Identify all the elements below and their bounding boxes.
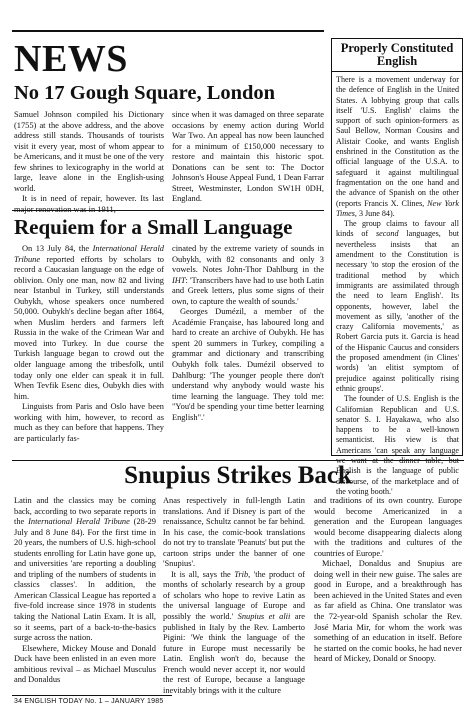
sidebar-title-rule [331, 71, 463, 72]
article1-col2 [172, 110, 324, 205]
sidebar-title [333, 42, 461, 68]
article2-col1-text-a: On 13 July 84, the [22, 244, 93, 253]
article2-col2 [172, 244, 324, 423]
sidebar-p2-text-a: The group claims to favour all kinds of [336, 219, 459, 239]
article1-col1-p2: It is in need of repair, however. Its last [22, 194, 164, 204]
top-rule [12, 30, 324, 32]
article2-col1-em: International Herald Tribune [14, 244, 164, 264]
sidebar-p3: The founder of U.S. English is the Californian Republican and U.S. senator S. I. Hayakawa, who also happens to be a well-known semanticist. His view is that Americans 'can speak any language English is the language of public discourse, of the marketplace and of the voting booth.' [336, 394, 459, 496]
article1-col2-p1: since when it was damaged on three separate occasions by enemy action during World War Two. An appeal has now been launched for a minimum of £150,000 necessary to restore and maintain this historic spot. Donations can be sent to: The Doctor Johnson's House Appeal Fund, 1 Dean Farrar Street, Westminster, London SW1H 0DH, England. [172, 110, 324, 204]
article2-col2-text-b: : 'Transcribers have had to use both Latin and Greek letters, plus some signs of their own, to capture the wealth of sounds.' [172, 275, 324, 306]
article3-col1-text-b: (28-29 July and 8 June 84). For the first time in 20 years, the numbers of U.S. high-school students enrolling for Latin have gone up, and universities 'are reporting a doubling and tripling of the numbers of students in classics classes'. In addition, the American Classical League has reported a five-fold increase since 1978 in students taking the National Latin Exam. It is all, so it seems, part of a back-to-the-basics surge across the nation. [14, 517, 156, 643]
sidebar-p2-em: second [376, 229, 399, 239]
sidebar-body [336, 75, 459, 497]
article3-col1-p2: Elsewhere, Mickey Mouse and Donald Duck have been enlisted in an even more ambitious revival – as Michael Musculus and Donaldus [14, 643, 156, 685]
section-title: NEWS [14, 38, 128, 80]
article3-top-rule [12, 460, 464, 461]
page-footer: 34 ENGLISH TODAY No. 1 – JANUARY 1985 [14, 698, 164, 705]
article2-col1 [14, 244, 164, 444]
article3-col2-p2 [163, 570, 305, 697]
article3-col3-p2: Michael, Donaldus and Snupius are doing well in their new guise. The sales are good in Europe, and a breakthrough has been achieved in the United States and even as far afield as China. One translator was the 72-year-old Spanish scholar the Rev. José Maria Mir, for whom the work was something of an education in itself. Before he started on the comic books, he had never heard of Mickey, Donald or Snoopy. [314, 559, 462, 664]
article3-col3-p1: and traditions of its own country. Europe would become Americanized in a generation and the European languages would become disappearing dialects along with the traditions and cultures of the countries of Europe.' [314, 496, 462, 558]
article2-col2-text-a: cinated by the extreme variety of sounds in Oubykh, with 82 consonants and only 3 vowels. Notes John-Thor Dahlburg in the [172, 244, 324, 275]
article3-col2-em: Trib [234, 569, 249, 579]
article3-col2-text-a: It is all, says the [171, 569, 235, 579]
article2-col2-p2: Georges Dumézil, a member of the Académie Française, has laboured long and hard to create an archive of Oubykh. He has spent 20 summers in Turkey, compiling a grammar and dictionary and transcribing Oubykh folk tales. Dumézil observed to Dahlburg: 'The younger people there don't understand why anybody would waste his time learning the language. They told me: "You'd be spending your time better learning English".' [172, 307, 324, 422]
sidebar-title-line1: Properly Constituted [340, 41, 454, 55]
sidebar-p2 [336, 219, 459, 394]
article3-col2 [163, 496, 305, 696]
article3-col3 [314, 496, 462, 665]
article1-headline: No 17 Gough Square, London [14, 82, 276, 104]
sidebar-p1-em: New York Times [336, 198, 459, 218]
article2-headline: Requiem for a Small Language [14, 215, 293, 239]
article3-col2-p1: Anas respectively in full-length Latin translations. And if Disney is part of the renaissance, Schultz cannot be far behind. In his case, the comic-book translations do not try to translate 'Peanuts' but put the cartoon strips under the banner of one 'Snupius'. [163, 496, 305, 569]
article2-col1-p1 [14, 244, 164, 402]
sidebar-title-line2: English [376, 54, 418, 68]
article3-col2-em2: Snupius et alii [237, 612, 291, 622]
article1-col1 [14, 110, 164, 215]
sidebar-p1 [336, 75, 459, 219]
article2-col2-em: IHT [172, 275, 186, 285]
sidebar-p1-text-b: , 3 June 84). [354, 208, 395, 218]
article3-col1 [14, 496, 156, 686]
article2-col2-p1 [172, 244, 324, 307]
article1-col1-p1: Samuel Johnson compiled his Dictionary (1755) at the above address, and the above address still stands. Thousands of tourists visit it every year, most of whom appear to be Americans, and it must be one of the very few shrines to lexicography in the world at large, leave alone in the English-using world. [14, 110, 164, 193]
article1-bottom-rule [12, 210, 324, 211]
sidebar-p2-text-b: languages, but nevertheless insists that an amendment to the Constitution is necessary 'to stop the erosion of the traditional method by which immigrants are assimilated through the need to learn English'. Its opponents, however, label the movement as silly, 'another of the crazy California movements,' as Robert Garcia puts it. Garcia is head of the Hispanic Caucus and considers the proposed amendment (in Clines' words) 'an elitist symptom of prejudice against politically rising ethnic groups'. [336, 229, 459, 393]
article2-col1-p2: Linguists from Paris and Oslo have been working with him, however, to record as much as they can before that happens. They are particularly fas- [14, 402, 164, 443]
sidebar-p1-text-a: There is a movement underway for the defence of English in the United States. A lobbying group that calls itself 'U.S. English' claims the support of such opinion-formers as Saul Bellow, Norman Cousins and Alistair Cooke, and wants English enshrined in the Constitution as the official language of the U.S.A. to safeguard it against multilingual fragmentation on the one hand and the advance of Spanish on the other (reports Francis X. Clines, [336, 75, 459, 208]
article3-col1-em: International Herald Tribune [28, 517, 130, 527]
article2-col1-text-b: reported efforts by scholars to record a Caucasian language on the edge of oblivion. Only one man, now 82 and living near Istanbul in Turkey, still understands Oubykh, whose speakers once numbered 50,000. Oubykh's decline began after 1864, when Muslim herders and farmers left Russia in the wake of the Crimean War and moved into Turkey. In due course the Turkish language began to crowd out the older language among the tribesfolk, until today only one elder can speak it in full. When Tevfik Esenc dies, Oubykh dies with him. [14, 254, 164, 401]
article3-col2-text-c: are published in Italy by the Rev. Lamberto Pigini: 'We think the language of the future in Europe must necessarily be Latin. English won't do, because the French would never accept it, nor would the rest of Europe, because a language inevitably brings with it the culture [163, 612, 305, 695]
article3-headline: Snupius Strikes Back [124, 462, 352, 489]
article3-col1-p1 [14, 496, 156, 644]
article3-col1-text-a: Latin and the classics may be coming back, according to two separate reports in the [14, 496, 156, 527]
article3-col2-text-b: , 'the product of months of scholarly research by a group of scholars who hope to revive Latin as the universal language of Europe and possibly the world.' [163, 569, 305, 622]
footer-rule [12, 695, 172, 696]
